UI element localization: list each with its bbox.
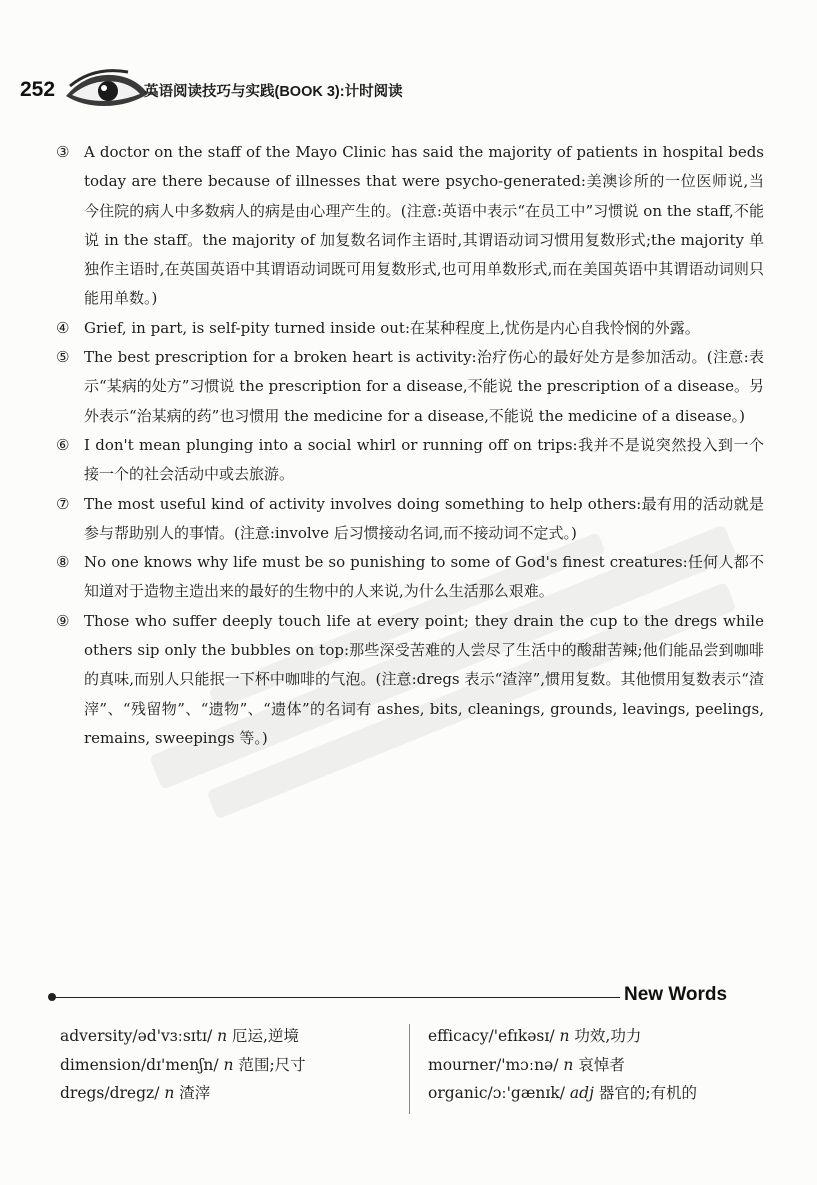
word-pos: n (559, 1027, 570, 1045)
item-text: Grief, in part, is self-pity turned inside out:在某种程度上,忧伤是内心自我怜悯的外露。 (84, 318, 700, 337)
word-pos: n (563, 1055, 574, 1074)
new-words-title: New Words (624, 984, 728, 1005)
word-pos: n (223, 1055, 234, 1074)
item-text: The most useful kind of activity involves doing something to help others:最有用的活动就是参与帮助别人的事情。(注意:involve 后习惯接动名词,而不接动词不定式。) (84, 494, 764, 542)
word-entry (428, 1079, 697, 1108)
word-headword: organic/ɔː'gænɪk/ (428, 1084, 565, 1102)
item-number: ④ (56, 318, 70, 337)
item-text: No one knows why life must be so punishing to some of God's finest creatures:任何人都不知道对于造物主造出来的最好的生物中的人来说,为什么生活那么艰难。 (84, 553, 764, 601)
annotation-item (56, 490, 764, 549)
word-entry (428, 1022, 697, 1051)
item-number: ⑦ (56, 494, 70, 513)
word-meaning: 哀悼者 (578, 1055, 625, 1074)
header-title: 英语阅读技巧与实践(BOOK 3):计时阅读 (144, 84, 403, 100)
section-rule (52, 997, 620, 998)
eye-icon (58, 66, 158, 112)
word-meaning: 范围;尺寸 (238, 1055, 306, 1074)
word-headword: mourner/'mɔːnə/ (428, 1055, 559, 1074)
word-meaning: 器官的;有机的 (598, 1084, 698, 1102)
word-pos: adj (569, 1084, 594, 1102)
word-entry (428, 1051, 697, 1080)
word-meaning: 厄运,逆境 (232, 1027, 299, 1045)
word-pos: n (217, 1027, 228, 1045)
word-meaning: 渣滓 (179, 1084, 211, 1102)
page-number: 252 (20, 78, 56, 101)
word-list-left (60, 1022, 306, 1108)
item-number: ⑧ (56, 553, 70, 572)
annotation-item (56, 314, 764, 343)
annotation-item (56, 548, 764, 607)
word-pos: n (164, 1084, 175, 1102)
word-headword: efficacy/'efɪkəsɪ/ (428, 1027, 555, 1045)
word-entry (60, 1079, 306, 1108)
annotation-list (56, 138, 764, 753)
word-meaning: 功效,功力 (574, 1027, 642, 1045)
annotation-item (56, 138, 764, 314)
item-number: ⑥ (56, 435, 70, 454)
word-headword: dregs/dregz/ (60, 1084, 160, 1102)
item-text: I don't mean plunging into a social whirl or running off on trips:我并不是说突然投入到一个接一个的社会活动中或去旅游。 (84, 435, 764, 484)
column-divider (409, 1024, 410, 1114)
item-number: ③ (56, 143, 70, 161)
word-headword: dimension/dɪ'menʃn/ (60, 1055, 219, 1074)
item-number: ⑨ (56, 611, 70, 630)
item-number: ⑤ (56, 348, 70, 367)
item-text: The best prescription for a broken heart is activity:治疗伤心的最好处方是参加活动。(注意:表示“某病的处方”习惯说 the prescription for a disease,不能说 the prescription of a disease。另外表示“治某病的药”也习惯用 the medicine for a disease,不能说 the medicine of a disease。) (84, 348, 764, 425)
word-headword: adversity/əd'vɜːsɪtɪ/ (60, 1027, 213, 1045)
word-entry (60, 1051, 306, 1080)
annotation-item (56, 607, 764, 753)
word-list-right (428, 1022, 697, 1108)
annotation-item (56, 343, 764, 431)
item-text: A doctor on the staff of the Mayo Clinic has said the majority of patients in hospital beds today are there because of illnesses that were psycho-generated:美澳诊所的一位医师说,当今住院的病人中多数病人的病是由心理产生的。(注意:英语中表示“在员工中”习惯说 on the staff,不能说 in the staff。the majority of 加复数名词作主语时,其谓语动词习惯用复数形式;the majority 单独作主语时,在英国英语中其谓语动词既可用复数形式,也可用单数形式,而在美国英语中其谓语动词则只能用单数。) (84, 143, 764, 308)
word-entry (60, 1022, 306, 1051)
annotation-item (56, 431, 764, 490)
item-text: Those who suffer deeply touch life at every point; they drain the cup to the dregs while others sip only the bubbles on top:那些深受苦难的人尝尽了生活中的酸甜苦辣;他们能品尝到咖啡的真味,而别人只能抿一下杯中咖啡的气泡。(注意:dregs 表示“渣滓”,惯用复数。其他惯用复数表示“渣滓”、“残留物”、“遗物”、“遗体”的名词有 ashes, bits, cleanings, grounds, leavings, peelings, remains, sweepings 等。) (84, 611, 764, 747)
page-header (16, 66, 736, 116)
